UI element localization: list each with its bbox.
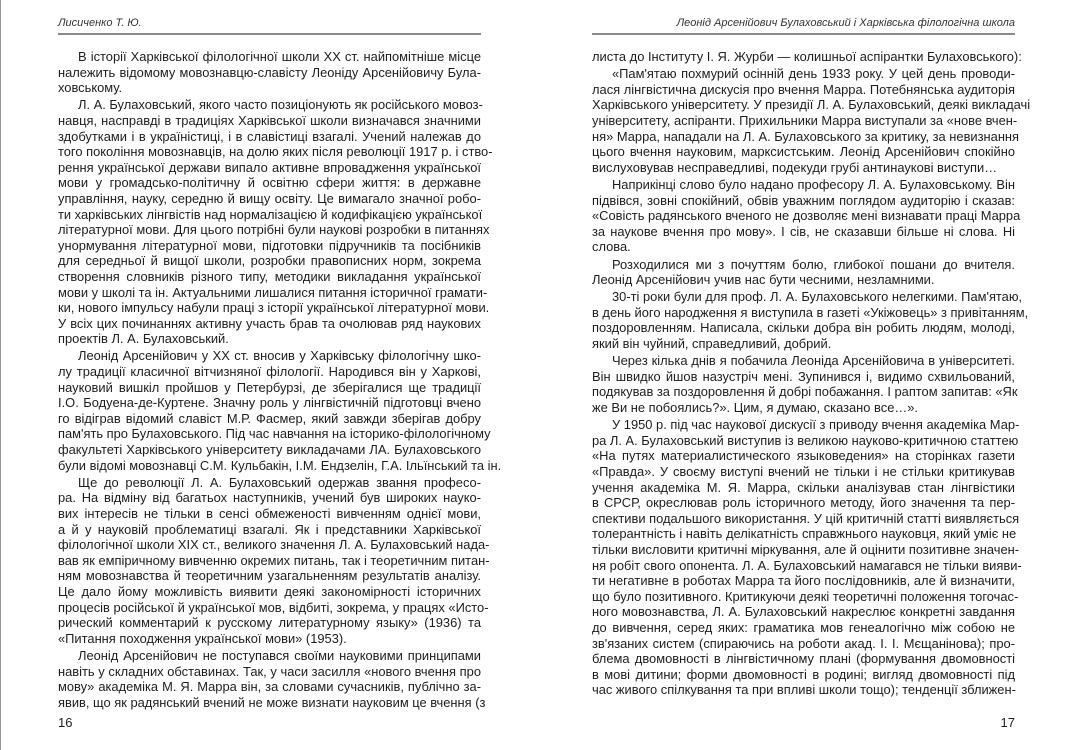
text-line: філологічної школи XIX ст., великого значення Л. А. Булаховський нада- xyxy=(58,537,490,553)
header-rule xyxy=(592,33,1015,35)
text-line: «Совість радянського вченого не дозволяє мені визнавати праці Марра xyxy=(592,208,1021,224)
text-line: ховському. xyxy=(58,80,123,96)
text-line: Він швидко йшов назустріч мені. Зупинився і, видимо схвильований, xyxy=(592,368,1015,384)
paragraph xyxy=(592,353,1018,416)
text-line: У всіх цих починаннях активну участь брав та очолював ряд наукових xyxy=(58,315,481,331)
text-line: мови у громадсько-політичну й освітню сфери життя: в державне xyxy=(58,175,481,191)
text-line: ти негативне в роботах Марра та його послідовників, але й визначити, xyxy=(592,573,1015,589)
text-line: блема двомовності в лінгвістичному плані (формування двомовності xyxy=(592,651,1015,667)
text-line: ра. На відміну від багатьох наступників, учений був широких науко- xyxy=(58,490,481,506)
text-line: лу традиції класичної вітчизняної філології. Народився він у Харкові, xyxy=(58,364,481,380)
text-line: ня робіт свого опонента. Л. А. Булаховський намагався не тільки вияви- xyxy=(592,557,1022,573)
text-line: «На путях материалистического языковедения» на сторінках газети xyxy=(592,448,1015,464)
text-line: навця, насправді в традиціях Харківської школи визначався значними xyxy=(58,112,481,128)
text-line: процесів російської й української мов, відбиті, зокрема, у працях «Исто- xyxy=(58,599,489,615)
text-line: вав як емпіричному вивченню окремих питань, так і теоретичним питан- xyxy=(58,552,490,568)
paragraph xyxy=(58,97,493,347)
text-line: Ще до революції Л. А. Булаховський одержав звання професо- xyxy=(78,474,481,490)
text-line: ки, нового імпульсу набули праці з історії української літературної мови. xyxy=(58,300,490,316)
text-line: В історії Харківської філологічної школи XX ст. найпомітніше місце xyxy=(78,49,481,64)
text-line: рення української держави випало активне впровадження української xyxy=(58,159,481,175)
text-line: ня» Марра, нападали на Л. А. Булаховського за критику, за невизнання xyxy=(592,128,1020,144)
text-line: «Правда». У своєму виступі вчений не тільки і не стільки критикував xyxy=(592,464,1015,479)
text-line: лася лінгвістична дискусія про вчення Марра. Потебнянська аудиторія xyxy=(592,81,1015,97)
paragraph xyxy=(58,647,486,710)
paragraph xyxy=(592,176,1021,255)
page-number: 16 xyxy=(58,715,73,730)
text-line: для середньої й вищої школи, розробки правописних норм, зокрема xyxy=(58,253,481,269)
page-body xyxy=(592,49,1031,700)
paragraph xyxy=(58,348,502,473)
text-line: І.О. Бодуена-де-Куртене. Значну роль у лінгвістичній підготовці вчено xyxy=(58,395,481,411)
text-line: були відомі мовознавці С.М. Кульбакін, І.М. Ендзелін, Г.А. Ільїнський та ін. xyxy=(58,457,502,473)
text-line: явив, що як радянський вчений не може визнати науковим це вчення (з xyxy=(58,694,486,710)
text-line: поздоровленням. Написала, скільки добра він робить людям, молоді, xyxy=(592,320,1015,336)
text-line: який він чуйний, справедливий, добрий. xyxy=(592,336,832,352)
text-line: Наприкінці слово було надано професору Л. А. Булаховському. Він xyxy=(612,176,1015,192)
text-line: вислуховував несправедливі, подекуди грубі антинаукові виступи… xyxy=(592,159,998,175)
text-line: в мові дитини; форми двомовності в родині; вигляд двомовності під xyxy=(592,666,1015,682)
text-line: спективи подальшого використання. У цій критичній статті виявляється xyxy=(592,510,1020,526)
text-line: мову» академіка М. Я. Марра він, за словами сучасників, публічно за- xyxy=(58,679,481,695)
text-line: Розходилися ми з почуттям болю, глибокої пошани до вчителя. xyxy=(612,256,1015,272)
text-line: ням мовознавства й теоретичним узагальненням результатів аналізу. xyxy=(58,568,481,584)
text-line: ного мовознавства, Л. А. Булаховський накреслює конкретні завдання xyxy=(592,604,1015,620)
text-line: навіть у складних обставинах. Так, у часи засилля «нового вчення про xyxy=(58,663,481,679)
page-body xyxy=(58,49,502,712)
text-line: Л. А. Булаховський, якого часто позиціонують як російського мовоз- xyxy=(78,97,483,113)
text-line: ра Л. А. Булаховський виступив із великою науково-критичною статтею xyxy=(592,432,1019,448)
text-line: того покоління мовознавців, на долю яких після революції 1917 р. і ство- xyxy=(58,144,493,160)
text-line: вих інтересів не тільки в сенсі обмеженості вивченням однієї мови, xyxy=(58,506,481,521)
text-line: Леонід Арсенійович учив нас бути чесними, незламними. xyxy=(592,272,935,288)
text-line: що було позитивного. Критикуючи деякі теоретичні положення тогочас- xyxy=(592,588,1019,604)
text-line: Леонід Арсенійович у XX ст. вносив у Харківську філологічну шко- xyxy=(78,348,481,364)
paragraph xyxy=(592,257,1015,288)
running-head-title: Леонід Арсенійович Булаховський і Харківська філологічна школа xyxy=(676,17,1015,29)
text-line: університету, аспіранти. Прихильники Марра виступали за «нове вчен- xyxy=(592,112,1018,128)
running-head-author: Лисиченко Т. Ю. xyxy=(58,17,142,29)
text-line: проектів Л. А. Булаховський. xyxy=(58,331,229,347)
paragraph xyxy=(592,49,1022,65)
text-line: 30-ті роки були для проф. Л. А. Булаховського нелегкими. Пам'ятаю, xyxy=(612,289,1023,305)
text-line: за наукове вчення про мову». І сів, не сказавши більше ні слова. Ні xyxy=(592,223,1015,239)
text-line: унормування літературної мови, підготовки підручників та посібників xyxy=(58,237,481,253)
text-line: факультеті Харківського університету викладачами ЛА. Булаховського xyxy=(58,442,481,458)
text-line: цього вчення науковим, марксистським. Леонід Арсенійович спокійно xyxy=(592,144,1015,160)
text-line: толерантність і навіть делікатність справжнього науковця, який уміє не xyxy=(592,526,1017,542)
text-line: Це дало йому можливість виявити деякі закономірності історичних xyxy=(58,583,481,599)
text-line: час живого спілкування та при впливі школи тощо); тенденції зближен- xyxy=(592,682,1016,698)
text-line: тільки висловити критичні міркування, але й оцінити позитивне значен- xyxy=(592,541,1020,557)
right-page xyxy=(540,0,1080,750)
text-line: науковий вишкіл пройшов у Петербурзі, де зберігалися ще традиції xyxy=(58,379,481,395)
paragraph xyxy=(592,66,1031,175)
text-line: створення словників різного типу, методики викладання української xyxy=(58,268,481,284)
text-line: зв'язаних систем (спираючись на роботи акад. І. І. Мєщанінова); про- xyxy=(592,635,1015,651)
paragraph xyxy=(592,417,1022,698)
text-line: Леонід Арсенійович не поступався своїми науковими принципами xyxy=(78,647,481,663)
text-line: до вивчення, серед яких: граматика мов генеалогічно між собою не xyxy=(592,619,1015,635)
paragraph xyxy=(592,289,1029,352)
text-line: го відіграв відомий славіст М.Р. Фасмер, який завжди зберігав добру xyxy=(58,410,481,426)
text-line: в день його народження я виступила в газеті «Укіжовець» з привітанням, xyxy=(592,304,1029,320)
text-line: підвівся, зовні спокійний, обвів уважним поглядом аудиторію і сказав: xyxy=(592,192,1015,208)
text-line: «Питання походження української мови» (1953). xyxy=(58,630,347,646)
text-line: Через кілька днів я побачила Леоніда Арсенійовича в університеті. xyxy=(612,353,1015,369)
text-line: «Пам'ятаю похмурий осінній день 1933 року. У цей день проводи- xyxy=(612,66,1015,82)
paragraph xyxy=(58,49,481,96)
text-line: слова. xyxy=(592,239,631,255)
text-line: рический комментарий к русскому литературному языку» (1936) та xyxy=(58,615,481,631)
text-line: управління, науку, середню й вищу освіту. Це вимагало значної робо- xyxy=(58,190,481,206)
text-line: в СРСР, окреслював роль історичного методу, його значення та пер- xyxy=(592,495,1015,511)
text-line: Харківського університету. У президії Л. А. Булаховський, деякі викладачі xyxy=(592,97,1031,113)
text-line: же Ви не побоялись?». Цим, я думаю, сказано все…». xyxy=(592,400,918,416)
page-number: 17 xyxy=(1000,715,1015,730)
text-line: пам'ять про Булаховського. Під час навчання на історико-філологічному xyxy=(58,426,491,442)
text-line: листа до Інституту І. Я. Журби — колишньої аспірантки Булаховського): xyxy=(592,49,1022,64)
text-line: літературної мови. Для цього потрібні були наукові розробки в питаннях xyxy=(58,222,490,238)
text-line: ти харківських лінгвістів над нормалізацією й кодифікацією української xyxy=(58,206,483,222)
text-line: У 1950 р. під час наукової дискусії з приводу вчення академіка Мар- xyxy=(612,417,1020,433)
text-line: а й у науковій проблематиці взагалі. Як і представники Харківської xyxy=(58,521,481,537)
paragraph xyxy=(58,474,490,647)
header-rule xyxy=(58,33,481,35)
text-line: учення академіка М. Я. Марра, скільки аналізував стан лінгвістики xyxy=(592,479,1015,495)
text-line: належить відомому мовознавцю-славісту Леоніду Арсенійовичу Була- xyxy=(58,64,481,80)
text-line: подякував за поздоровлення й добрі побажання. І раптом запитав: «Як xyxy=(592,384,1018,400)
text-line: здобутками і в україністиці, і в славістиці взагалі. Учений належав до xyxy=(58,128,481,144)
text-line: мови у школі та ін. Актуальними лишалися питання історичної грамати- xyxy=(58,284,488,300)
